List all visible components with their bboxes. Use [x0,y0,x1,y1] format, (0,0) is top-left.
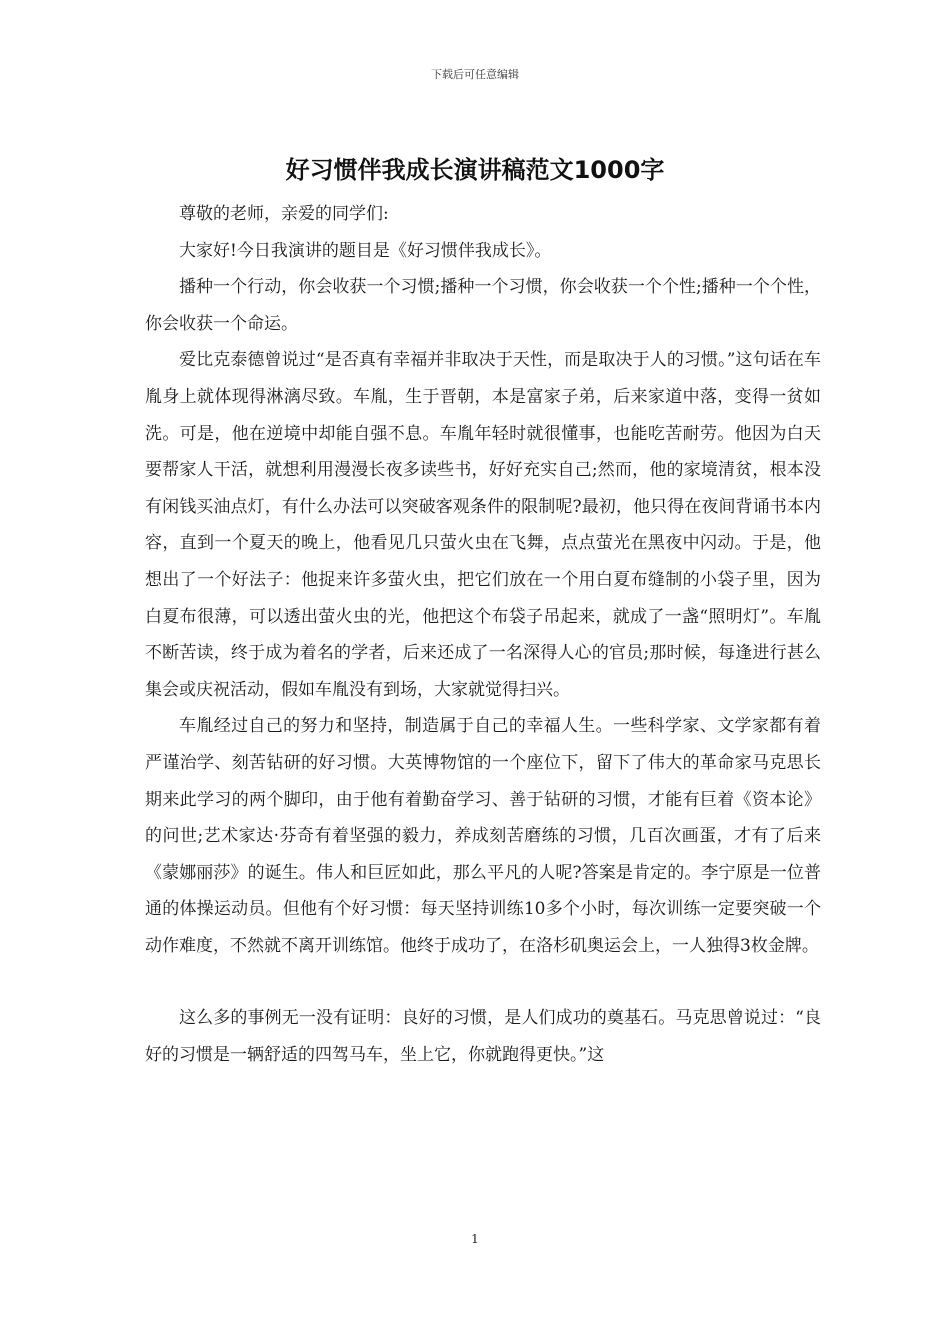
page-number: 1 [471,1232,479,1246]
paragraph-examples: 车胤经过自己的努力和坚持，制造属于自己的幸福人生。一些科学家、文学家都有着严谨治学、刻苦钻研的好习惯。大英博物馆的一个座位下，留下了伟大的革命家马克思长期来此学习的两个脚印，由于他有着勤奋学习、善于钻研的习惯，才能有巨着《资本论》的问世;艺术家达·芬奇有着坚强的毅力，养成刻苦磨练的习惯，几百次画蛋，才有了后来《蒙娜丽莎》的诞生。伟人和巨匠如此，那么平凡的人呢?答案是肯定的。李宁原是一位普通的体操运动员。但他有个好习惯：每天坚持训练10多个小时，每次训练一定要突破一个动作难度，不然就不离开训练馆。他终于成功了，在洛杉矶奥运会上，一人独得3枚金牌。 [145,716,821,956]
paragraph-greeting: 尊敬的老师，亲爱的同学们: [179,204,389,224]
page-header-note: 下载后可任意编辑 [431,68,519,81]
paragraph-conclusion: 这么多的事例无一没有证明：良好的习惯，是人们成功的奠基石。马克思曾说过：“良好的习惯是一辆舒适的四驾马车，坐上它，你就跑得更快。”这 [145,1008,821,1066]
paragraph-sowing: 播种一个行动，你会收获一个习惯;播种一个习惯，你会收获一个个性;播种一个个性，你会收获一个命运。 [145,277,821,334]
paragraph-topic: 大家好!今日我演讲的题目是《好习惯伴我成长》。 [179,240,552,261]
paragraph-che-yin-story: 爱比克泰德曾说过“是否真有幸福并非取决于天性，而是取决于人的习惯。”这句话在车胤身上就体现得淋漓尽致。车胤，生于晋朝，本是富家子弟，后来家道中落，变得一贫如洗。可是，他在逆境中却能自强不息。车胤年轻时就很懂事，也能吃苦耐劳。他因为白天要帮家人干活，就想利用漫漫长夜多读些书，好好充实自己;然而，他的家境清贫，根本没有闲钱买油点灯，有什么办法可以突破客观条件的限制呢?最初，他只得在夜间背诵书本内容，直到一个夏天的晚上，他看见几只萤火虫在飞舞，点点萤光在黑夜中闪动。于是，他想出了一个好法子：他捉来许多萤火虫，把它们放在一个用白夏布缝制的小袋子里，因为白夏布很薄，可以透出萤火虫的光，他把这个布袋子吊起来，就成了一盏“照明灯”。车胤不断苦读，终于成为着名的学者，后来还成了一名深得人心的官员;那时候，每逢进行甚么集会或庆祝活动，假如车胤没有到场，大家就觉得扫兴。 [145,350,821,700]
document-title: 好习惯伴我成长演讲稿范文1000字 [285,156,665,184]
document-body [145,196,821,1074]
